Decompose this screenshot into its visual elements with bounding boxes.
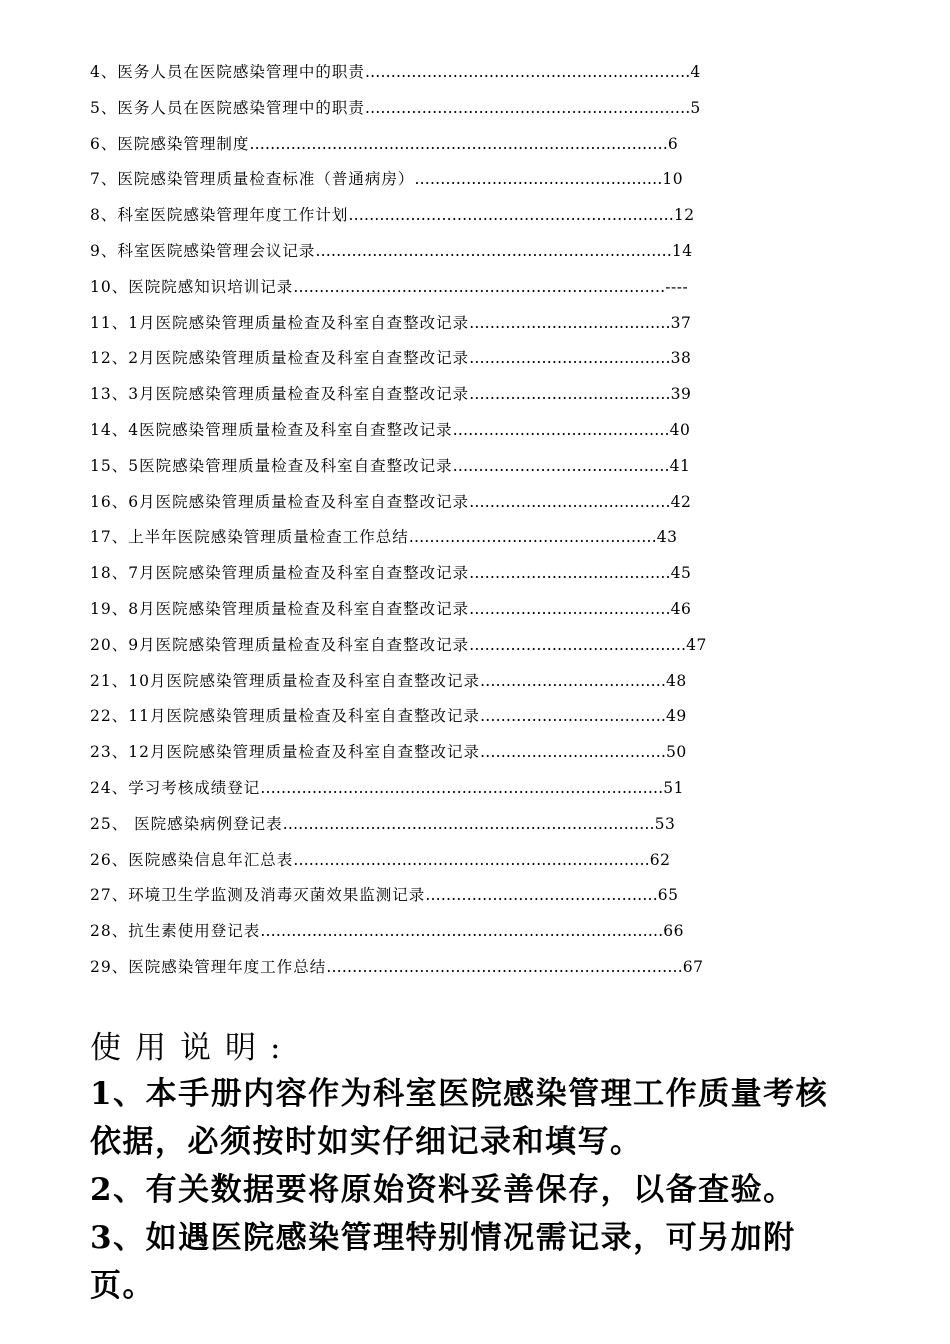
toc-entry-page: 6	[667, 134, 679, 153]
toc-entry-leader: …………………………………	[469, 599, 671, 618]
toc-entry-title: 24、学习考核成绩登记	[90, 778, 261, 797]
toc-entry	[90, 341, 850, 377]
toc-entry-page: 50	[665, 743, 687, 762]
toc-entry-leader: ………………………………………………………	[348, 206, 674, 225]
toc-entry-title: 28、抗生素使用登记表	[90, 922, 261, 941]
toc-entry-page: 66	[663, 922, 684, 941]
toc-entry	[90, 306, 850, 342]
toc-entry	[90, 485, 850, 521]
toc-entry	[90, 413, 850, 449]
toc-entry-title: 12、2月医院感染管理质量检查及科室自查整改记录	[90, 349, 470, 368]
toc-entry-title: 13、3月医院感染管理质量检查及科室自查整改记录	[90, 385, 470, 404]
toc-entry-page: 14	[671, 241, 693, 260]
toc-entry-leader: ………………………………………………………………………	[249, 134, 668, 153]
toc-entry-page: 39	[670, 385, 692, 404]
toc-entry	[90, 234, 850, 270]
toc-entry-leader: ……………………………………………………………………	[260, 778, 664, 797]
toc-entry	[90, 628, 850, 664]
toc-entry-page: 45	[670, 564, 692, 583]
toc-entry	[90, 162, 850, 198]
toc-entry	[90, 735, 850, 771]
usage-notes-heading: 使用说明:	[90, 1030, 295, 1066]
toc-entry-page: 65	[657, 886, 679, 905]
toc-entry-title: 21、10月医院感染管理质量检查及科室自查整改记录	[90, 671, 480, 690]
toc-entry	[90, 878, 850, 914]
toc-entry-leader: …………………………………………	[414, 170, 663, 189]
toc-entry-leader: ………………………………………………………………	[293, 277, 666, 296]
toc-entry-leader: …………………………………	[469, 313, 671, 332]
toc-entry	[90, 950, 850, 986]
toc-entry-title: 11、1月医院感染管理质量检查及科室自查整改记录	[90, 313, 470, 332]
toc-entry-page: ----	[665, 277, 689, 296]
toc-entry-title: 5、医务人员在医院感染管理中的职责	[90, 98, 365, 117]
toc-entry-leader: ………………………………	[479, 743, 666, 762]
toc-entry-leader: ………………………………………………………………	[282, 814, 655, 833]
toc-entry-leader: …………………………………	[469, 385, 671, 404]
toc-entry-page: 4	[690, 63, 701, 81]
toc-entry-page: 10	[662, 170, 684, 189]
toc-entry-title: 25、 医院感染病例登记表	[90, 814, 283, 833]
toc-entry-title: 20、9月医院感染管理质量检查及科室自查整改记录	[90, 635, 470, 654]
toc-entry-page: 40	[669, 420, 691, 439]
toc-entry-page: 5	[690, 98, 701, 117]
toc-entry-title: 4、医务人员在医院感染管理中的职责	[90, 63, 365, 81]
toc-entry-title: 19、8月医院感染管理质量检查及科室自查整改记录	[90, 599, 470, 618]
toc-entry-title: 8、科室医院感染管理年度工作计划	[90, 206, 349, 225]
toc-entry-page: 42	[670, 492, 692, 511]
toc-entry-page: 53	[654, 814, 676, 833]
toc-entry	[90, 807, 850, 843]
toc-entry-leader: ……………………………………	[452, 456, 670, 475]
toc-entry-title: 14、4医院感染管理质量检查及科室自查整改记录	[90, 420, 453, 439]
usage-note-2: 2、有关数据要将原始资料妥善保存，以备查验。	[90, 1172, 796, 1208]
toc-entry-leader: ……………………………………………………………	[315, 241, 672, 260]
usage-note-1: 1、本手册内容作为科室医院感染管理工作质量考核依据，必须按时如实仔细记录和填写。	[90, 1076, 829, 1160]
toc-entry	[90, 91, 850, 127]
toc-entry-title: 10、医院院感知识培训记录	[90, 277, 294, 296]
toc-entry-title: 29、医院感染管理年度工作总结	[90, 957, 327, 976]
toc-entry-title: 22、11月医院感染管理质量检查及科室自查整改记录	[90, 707, 480, 726]
table-of-contents	[90, 55, 850, 986]
toc-entry	[90, 449, 850, 485]
toc-entry-page: 51	[663, 778, 684, 797]
toc-entry-leader: …………………………………	[469, 564, 671, 583]
toc-entry-leader: ………………………………………………………	[364, 98, 691, 117]
toc-entry-leader: ……………………………………………………………	[326, 957, 683, 976]
toc-entry	[90, 198, 850, 234]
toc-entry-title: 7、医院感染管理质量检查标准（普通病房）	[90, 170, 415, 189]
toc-entry-leader: …………………………………………	[408, 528, 657, 547]
toc-entry-page: 49	[665, 707, 687, 726]
toc-entry	[90, 55, 850, 91]
toc-entry	[90, 270, 850, 306]
toc-entry	[90, 914, 850, 950]
toc-entry-leader: ……………………………………	[469, 635, 687, 654]
toc-entry-page: 62	[649, 850, 671, 869]
toc-entry	[90, 699, 850, 735]
toc-entry	[90, 592, 850, 628]
toc-entry-title: 15、5医院感染管理质量检查及科室自查整改记录	[90, 456, 453, 475]
toc-entry-leader: …………………………………	[469, 492, 671, 511]
toc-entry-page: 41	[669, 456, 691, 475]
toc-entry-title: 23、12月医院感染管理质量检查及科室自查整改记录	[90, 743, 480, 762]
toc-entry-leader: ……………………………………………………………	[293, 850, 650, 869]
toc-entry-title: 26、医院感染信息年汇总表	[90, 850, 294, 869]
usage-note-3: 3、如遇医院感染管理特别情况需记录，可另加附页。	[90, 1220, 796, 1304]
toc-entry-leader: ………………………………………………………	[364, 63, 691, 81]
toc-entry-page: 48	[665, 671, 687, 690]
toc-entry-page: 37	[670, 313, 692, 332]
toc-entry	[90, 377, 850, 413]
toc-entry-title: 16、6月医院感染管理质量检查及科室自查整改记录	[90, 492, 470, 511]
toc-entry	[90, 520, 850, 556]
toc-entry-title: 18、7月医院感染管理质量检查及科室自查整改记录	[90, 564, 470, 583]
toc-entry-page: 67	[682, 957, 704, 976]
toc-entry-title: 6、医院感染管理制度	[90, 134, 250, 153]
toc-entry	[90, 843, 850, 879]
usage-notes	[90, 1026, 860, 1310]
toc-entry-title: 9、科室医院感染管理会议记录	[90, 241, 316, 260]
toc-entry-leader: ……………………………………	[452, 420, 670, 439]
toc-entry	[90, 127, 850, 163]
toc-entry-page: 12	[673, 206, 695, 225]
toc-entry-page: 46	[670, 599, 692, 618]
toc-entry-page: 38	[670, 349, 692, 368]
toc-entry-leader: ………………………………	[479, 671, 666, 690]
toc-entry	[90, 556, 850, 592]
toc-entry-leader: ………………………………………	[425, 886, 658, 905]
toc-entry-leader: ………………………………	[479, 707, 666, 726]
toc-entry-title: 17、上半年医院感染管理质量检查工作总结	[90, 528, 409, 547]
toc-entry-title: 27、环境卫生学监测及消毒灭菌效果监测记录	[90, 886, 426, 905]
toc-entry-leader: ……………………………………………………………………	[260, 922, 664, 941]
toc-entry-leader: …………………………………	[469, 349, 671, 368]
toc-entry-page: 43	[656, 528, 678, 547]
toc-entry	[90, 664, 850, 700]
toc-entry	[90, 771, 850, 807]
toc-entry-page: 47	[686, 635, 707, 654]
